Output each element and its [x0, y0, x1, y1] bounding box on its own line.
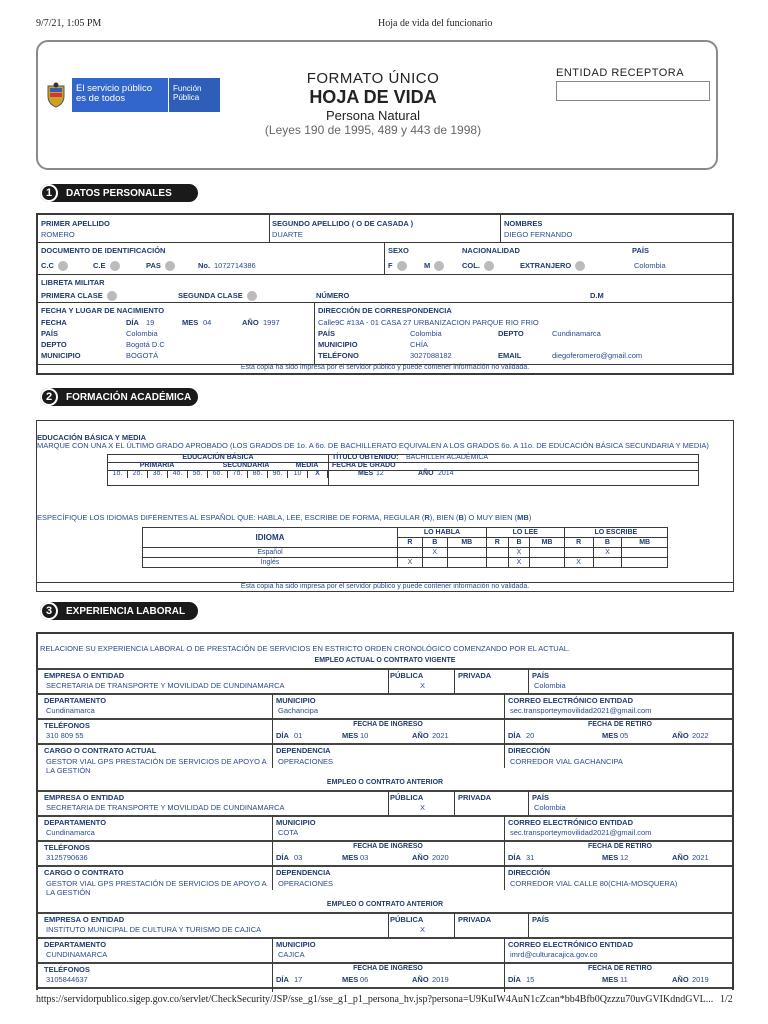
label-direccion: DIRECCIÓN	[508, 746, 551, 755]
label-documento: DOCUMENTO DE IDENTIFICACIÓN	[41, 246, 166, 255]
radio-icon[interactable]	[247, 291, 257, 301]
sexo-f-option[interactable]: F	[388, 261, 407, 271]
idioma-mark	[622, 558, 668, 568]
direccion-empleo: CORREDOR VIAL CALLE 80(CHIA-MOSQUERA)	[510, 879, 678, 888]
empleo-block	[38, 902, 732, 992]
ret-mes: 11	[620, 975, 628, 984]
label-departamento: DEPARTAMENTO	[44, 818, 107, 827]
label-fecha-lugar: FECHA Y LUGAR DE NACIMIENTO	[41, 306, 165, 315]
idioma-nombre: Español	[143, 548, 398, 558]
label-publica: PÚBLICA	[390, 793, 424, 802]
label-correo: CORREO ELECTRÓNICO ENTIDAD	[508, 940, 634, 949]
form-title-block	[240, 70, 506, 137]
label-departamento: DEPARTAMENTO	[44, 940, 107, 949]
sexo-m-option[interactable]: M	[424, 261, 444, 271]
print-datetime: 9/7/21, 1:05 PM	[36, 18, 102, 29]
label-mes-grado: MES	[358, 470, 374, 477]
label-ing-anio: AÑO	[412, 731, 429, 740]
empresa: SECRETARIA DE TRANSPORTE Y MOVILIDAD DE CUNDINAMARCA	[46, 803, 285, 812]
ing-anio: 2019	[432, 975, 449, 984]
section-number: 1	[40, 184, 58, 202]
pais: Colombia	[634, 261, 666, 270]
idioma-mark: X	[508, 558, 530, 568]
label-fecha-retiro: FECHA DE RETIRO	[588, 843, 652, 850]
label-empresa: EMPRESA O ENTIDAD	[44, 793, 125, 802]
email: diegoferomero@gmail.com	[552, 351, 643, 360]
ing-mes: 06	[360, 975, 369, 984]
publica-mark: X	[420, 925, 426, 934]
grado-cell: X	[308, 470, 328, 478]
radio-icon[interactable]	[575, 261, 585, 271]
radio-icon[interactable]	[165, 261, 175, 271]
label-numero: NÚMERO	[316, 291, 350, 300]
logo-func2: Pública	[173, 93, 200, 102]
educacion-instruccion: MARQUE CON UNA X EL ÚLTIMO GRADO APROBADO (LOS GRADOS DE 1o. A 6o. DE BACHILLERATO EQUIVALEN A LOS GRADOS 6o. A 11o. DE EDUCACIÓN BÁSICA SECUNDARIA Y MEDIA)	[37, 441, 709, 450]
entidad-receptora-field[interactable]	[556, 81, 710, 101]
idioma-mark: X	[564, 558, 593, 568]
label-pais: PAÍS	[532, 671, 549, 680]
titulo-obtenido: BACHILLER ACADÉMICA	[406, 454, 489, 461]
doc-pas-option[interactable]: PAS	[146, 261, 175, 271]
ing-mes: 10	[360, 731, 369, 740]
section-number: 3	[40, 602, 58, 620]
idiomas-instruccion: ESPECÍFIQUE LOS IDIOMAS DIFERENTES AL ESPAÑOL QUE: HABLA, LEE, ESCRIBE DE FORMA, REGULAR (R), BIEN (B) O MUY BIEN (MB)	[37, 513, 532, 522]
nombres: DIEGO FERNANDO	[504, 230, 573, 239]
label-ret-dia: DÍA	[508, 853, 521, 862]
logo-func1: Función	[173, 84, 202, 93]
telefonos: 3125790636	[46, 853, 88, 862]
municipio: CAJICA	[278, 950, 305, 959]
idioma-mark	[422, 558, 447, 568]
nac-depto: Bogotá D.C	[126, 340, 165, 349]
libreta-primera-option[interactable]: PRIMERA CLASE	[41, 291, 117, 301]
corr-depto: Cundinamarca	[552, 329, 601, 338]
label-pais-corr: PAÍS	[318, 329, 335, 338]
government-logo	[40, 78, 220, 112]
h-secundaria: SECUNDARIA	[222, 462, 270, 469]
idiomas-table: IDIOMA LO HABLA LO LEE LO ESCRIBE R B MB R B MB R B MB Español X X X Inglés X X X	[142, 527, 668, 568]
entidad-receptora-label: ENTIDAD RECEPTORA	[556, 67, 685, 79]
section-datos-personales	[40, 184, 198, 202]
h-lo-habla: LO HABLA	[398, 528, 487, 538]
ret-dia: 15	[526, 975, 535, 984]
copy-note: Esta copia ha sido impresa por el servidor público y puede contener información no validada.	[240, 364, 530, 371]
label-ret-anio: AÑO	[672, 975, 689, 984]
grado-cell: 3o.	[148, 470, 168, 478]
label-municipio-nac: MUNICIPIO	[41, 351, 81, 360]
label-ing-dia: DÍA	[276, 853, 289, 862]
footer-url: https://servidorpublico.sigep.gov.co/servlet/CheckSecurity/JSP/sse_g1/sse_g1_p1_persona_hv.jsp?persona=U9KuIW4AuN1cZcan*bb4Bfb0Qzzzu70uvGVIKdndGVL...	[36, 994, 714, 1005]
formato-unico: FORMATO ÚNICO	[306, 70, 440, 87]
mes-grado: 12	[376, 470, 384, 477]
label-ing-anio: AÑO	[412, 853, 429, 862]
label-dm: D.M	[590, 291, 604, 300]
h-lo-escribe: LO ESCRIBE	[564, 528, 667, 538]
idioma-mark	[447, 558, 486, 568]
nac-col-option[interactable]: COL.	[462, 261, 494, 271]
doc-cc-option[interactable]: C.C	[41, 261, 68, 271]
label-ing-anio: AÑO	[412, 975, 429, 984]
label-privada: PRIVADA	[458, 915, 492, 924]
section-title: FORMACIÓN ACADÉMICA	[66, 391, 192, 403]
label-ing-mes: MES	[342, 731, 359, 740]
idioma-mark	[564, 548, 593, 558]
logo-line1: El servicio público	[76, 83, 153, 94]
label-ing-dia: DÍA	[276, 975, 289, 984]
label-municipio-corr: MUNICIPIO	[318, 340, 358, 349]
documento-numero: 1072714386	[214, 261, 256, 270]
label-fecha-ingreso: FECHA DE INGRESO	[353, 721, 423, 728]
empleo-titulo: EMPLEO O CONTRATO ANTERIOR	[326, 779, 444, 786]
leyes: (Leyes 190 de 1995, 489 y 443 de 1998)	[264, 123, 482, 137]
label-ing-mes: MES	[342, 975, 359, 984]
doc-ce-option[interactable]: C.E	[93, 261, 120, 271]
label-telefono: TELÉFONO	[318, 351, 359, 360]
ing-dia: 17	[294, 975, 303, 984]
idioma-mark	[622, 548, 668, 558]
nac-extranjero-option[interactable]: EXTRANJERO	[520, 261, 585, 271]
radio-icon[interactable]	[58, 261, 68, 271]
publica-mark: X	[420, 681, 426, 690]
direccion: Calle9C #13A - 01 CASA 27 URBANIZACION PARQUE RIO FRIO	[318, 318, 539, 327]
idioma-mark: X	[508, 548, 530, 558]
label-ret-mes: MES	[602, 853, 619, 862]
experiencia-box	[36, 632, 734, 990]
nac-mes: 04	[203, 318, 212, 327]
label-fecha: FECHA	[41, 318, 67, 327]
libreta-segunda-option[interactable]: SEGUNDA CLASE	[178, 291, 257, 301]
segundo-apellido: DUARTE	[272, 230, 303, 239]
empleo-pais: Colombia	[534, 681, 566, 690]
label-cargo: CARGO O CONTRATO ACTUAL	[44, 746, 157, 755]
ret-anio: 2022	[692, 731, 709, 740]
empleo-block	[38, 658, 732, 780]
experiencia-instruccion: RELACIONE SU EXPERIENCIA LABORAL O DE PRESTACIÓN DE SERVICIOS EN ESTRICTO ORDEN CRONOLÓGICO COMENZANDO POR EL ACTUAL.	[40, 644, 570, 653]
ing-anio: 2020	[432, 853, 449, 862]
empresa: SECRETARIA DE TRANSPORTE Y MOVILIDAD DE CUNDINAMARCA	[46, 681, 285, 690]
label-depto-nac: DEPTO	[41, 340, 67, 349]
telefono: 3027088182	[410, 351, 452, 360]
h-titulo-obtenido: TÍTULO OBTENIDO:	[332, 454, 399, 461]
idioma-mark: X	[593, 548, 622, 558]
label-cargo: CARGO O CONTRATO	[44, 868, 124, 877]
h-educacion-basica: EDUCACIÓN BÁSICA	[182, 454, 254, 461]
ing-anio: 2021	[432, 731, 449, 740]
idioma-mark	[530, 558, 564, 568]
hoja-de-vida: HOJA DE VIDA	[309, 87, 437, 107]
label-fecha-ingreso: FECHA DE INGRESO	[353, 965, 423, 972]
logo-line2: es de todos	[76, 93, 126, 104]
label-ret-mes: MES	[602, 731, 619, 740]
corr-pais: Colombia	[410, 329, 442, 338]
ret-anio: 2019	[692, 975, 709, 984]
label-publica: PÚBLICA	[390, 915, 424, 924]
idioma-mark: X	[398, 558, 423, 568]
label-dependencia: DEPENDENCIA	[276, 868, 331, 877]
educacion-basica-title: EDUCACIÓN BÁSICA Y MEDIA	[37, 433, 147, 442]
grado-cell: 9o.	[268, 470, 288, 478]
idioma-mark	[398, 548, 423, 558]
label-ret-dia: DÍA	[508, 731, 521, 740]
formacion-box	[36, 420, 734, 592]
h-primaria: PRIMARIA	[139, 462, 175, 469]
grados-row	[108, 470, 328, 478]
nac-pais: Colombia	[126, 329, 158, 338]
nac-anio: 1997	[263, 318, 280, 327]
label-empresa: EMPRESA O ENTIDAD	[44, 671, 125, 680]
grados-table	[107, 454, 699, 486]
ing-dia: 03	[294, 853, 303, 862]
telefonos: 3105844637	[46, 975, 88, 984]
radio-icon[interactable]	[434, 261, 444, 271]
idioma-nombre: Inglés	[143, 558, 398, 568]
label-pais: PAÍS	[532, 793, 549, 802]
label-doc-no: No.	[198, 261, 211, 270]
grado-cell: 5o.	[188, 470, 208, 478]
grado-cell: 7o.	[228, 470, 248, 478]
radio-icon[interactable]	[484, 261, 494, 271]
label-privada: PRIVADA	[458, 671, 492, 680]
label-primer-apellido: PRIMER APELLIDO	[41, 219, 110, 228]
label-correo: CORREO ELECTRÓNICO ENTIDAD	[508, 818, 634, 827]
label-direccion: DIRECCIÓN	[508, 868, 551, 877]
radio-icon[interactable]	[107, 291, 117, 301]
ret-anio: 2021	[692, 853, 709, 862]
label-municipio: MUNICIPIO	[276, 940, 316, 949]
label-municipio: MUNICIPIO	[276, 818, 316, 827]
departamento: Cundinamarca	[46, 828, 95, 837]
primer-apellido: ROMERO	[41, 230, 75, 239]
label-municipio: MUNICIPIO	[276, 696, 316, 705]
anio-grado: 2014	[438, 470, 454, 477]
label-departamento: DEPARTAMENTO	[44, 696, 107, 705]
correo: sec.transporteymovilidad2021@gmail.com	[510, 828, 652, 837]
nac-municipio: BOGOTÁ	[126, 351, 159, 360]
empresa: INSTITUTO MUNICIPAL DE CULTURA Y TURISMO DE CAJICA	[46, 925, 262, 934]
label-publica: PÚBLICA	[390, 671, 424, 680]
dependencia: OPERACIONES	[278, 879, 334, 888]
h-media: MEDIA	[295, 462, 319, 469]
datos-personales-box	[36, 213, 734, 375]
h-fecha-grado: FECHA DE GRADO	[332, 462, 396, 469]
empleo-pais: Colombia	[534, 803, 566, 812]
h-lo-lee: LO LEE	[486, 528, 564, 538]
label-privada: PRIVADA	[458, 793, 492, 802]
label-direccion: DIRECCIÓN DE CORRESPONDENCIA	[318, 306, 452, 315]
label-libreta: LIBRETA MILITAR	[41, 278, 105, 287]
ing-dia: 01	[294, 731, 303, 740]
label-anio: AÑO	[242, 318, 259, 327]
label-depto-corr: DEPTO	[498, 329, 524, 338]
idioma-mark	[486, 558, 508, 568]
coat-of-arms-icon	[40, 78, 72, 112]
label-mes: MES	[182, 318, 199, 327]
copy-note: Esta copia ha sido impresa por el servidor público y puede contener información no validada.	[240, 583, 530, 590]
idioma-mark	[593, 558, 622, 568]
label-email: EMAIL	[498, 351, 522, 360]
nac-dia: 19	[146, 318, 155, 327]
dependencia: OPERACIONES	[278, 757, 334, 766]
h-idioma: IDIOMA	[143, 528, 398, 548]
idioma-row	[143, 548, 668, 558]
section-title: EXPERIENCIA LABORAL	[66, 605, 186, 617]
departamento: Cundinamarca	[46, 706, 95, 715]
grado-cell: 2o.	[128, 470, 148, 478]
idioma-row	[143, 558, 668, 568]
label-telefonos: TELÉFONOS	[44, 721, 90, 730]
telefonos: 310 809 55	[46, 731, 84, 740]
ret-mes: 12	[620, 853, 629, 862]
label-nacionalidad: NACIONALIDAD	[462, 246, 520, 255]
print-title: Hoja de vida del funcionario	[378, 18, 493, 29]
label-ret-mes: MES	[602, 975, 619, 984]
grado-cell: 8o.	[248, 470, 268, 478]
grado-cell: 1o.	[108, 470, 128, 478]
section-formacion-academica	[40, 388, 198, 406]
corr-municipio: CHÍA	[410, 340, 428, 349]
label-correo: CORREO ELECTRÓNICO ENTIDAD	[508, 696, 634, 705]
label-fecha-retiro: FECHA DE RETIRO	[588, 721, 652, 728]
label-dependencia: DEPENDENCIA	[276, 746, 331, 755]
label-ing-mes: MES	[342, 853, 359, 862]
label-nombres: NOMBRES	[504, 219, 543, 228]
label-sexo: SEXO	[388, 246, 409, 255]
label-dia: DÍA	[126, 318, 139, 327]
label-fecha-ingreso: FECHA DE INGRESO	[353, 843, 423, 850]
label-ing-dia: DÍA	[276, 731, 289, 740]
ret-mes: 05	[620, 731, 629, 740]
municipio: Gachancipa	[278, 706, 319, 715]
label-ret-anio: AÑO	[672, 853, 689, 862]
footer-page: 1/2	[720, 994, 733, 1005]
section-number: 2	[40, 388, 58, 406]
radio-icon[interactable]	[110, 261, 120, 271]
cargo: GESTOR VIAL GPS PRESTACIÓN DE SERVICIOS DE APOYO A LA GESTIÓN	[46, 879, 267, 897]
empleo-block	[38, 780, 732, 902]
radio-icon[interactable]	[397, 261, 407, 271]
grado-cell: 4o.	[168, 470, 188, 478]
publica-mark: X	[420, 803, 426, 812]
ing-mes: 03	[360, 853, 369, 862]
idioma-mark	[486, 548, 508, 558]
label-fecha-retiro: FECHA DE RETIRO	[588, 965, 652, 972]
idioma-mark	[530, 548, 564, 558]
section-experiencia-laboral	[40, 602, 198, 620]
label-telefonos: TELÉFONOS	[44, 965, 90, 974]
persona-natural: Persona Natural	[326, 108, 420, 123]
label-ret-anio: AÑO	[672, 731, 689, 740]
idioma-mark	[447, 548, 486, 558]
label-empresa: EMPRESA O ENTIDAD	[44, 915, 125, 924]
label-segundo-apellido: SEGUNDO APELLIDO ( O DE CASADA )	[272, 219, 414, 228]
departamento: CUNDINAMARCA	[46, 950, 108, 959]
municipio: COTA	[278, 828, 299, 837]
empleo-titulo: EMPLEO ACTUAL O CONTRATO VIGENTE	[314, 657, 456, 664]
correo: sec.transporteymovilidad2021@gmail.com	[510, 706, 652, 715]
grado-cell: 6o.	[208, 470, 228, 478]
label-pais: PAÍS	[532, 915, 549, 924]
correo: imrd@culturacajica.gov.co	[510, 950, 598, 959]
cargo: GESTOR VIAL GPS PRESTACIÓN DE SERVICIOS DE APOYO A LA GESTIÓN	[46, 757, 267, 775]
idioma-mark: X	[422, 548, 447, 558]
label-ret-dia: DÍA	[508, 975, 521, 984]
empleo-titulo: EMPLEO O CONTRATO ANTERIOR	[326, 901, 444, 908]
ret-dia: 31	[526, 853, 535, 862]
label-telefonos: TELÉFONOS	[44, 843, 90, 852]
label-anio-grado: AÑO	[418, 470, 434, 477]
ret-dia: 20	[526, 731, 535, 740]
section-title: DATOS PERSONALES	[66, 187, 172, 199]
grado-cell: 10	[288, 470, 308, 478]
label-pais-nac: PAÍS	[41, 329, 58, 338]
label-pais: PAÍS	[632, 246, 649, 255]
direccion-empleo: CORREDOR VIAL GACHANCIPA	[510, 757, 623, 766]
